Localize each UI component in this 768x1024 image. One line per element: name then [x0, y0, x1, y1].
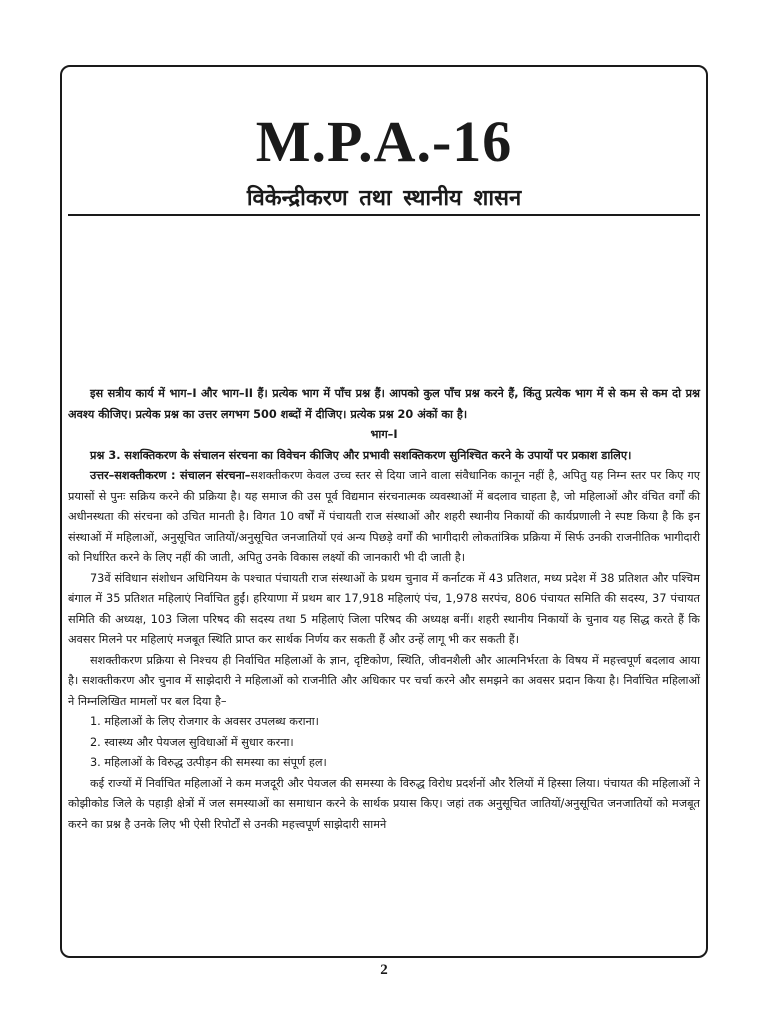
answer-paragraph-2: 73वें संविधान संशोधन अधिनियम के पश्चात पंचायती राज संस्थाओं के प्रथम चुनाव में कर्नाटक में 43 प्रतिशत, मध्य प्रदेश में 38 प्रतिशत और पश्चिम बंगाल में 35 प्रतिशत महिलाएं निर्वाचित हुईं। हरियाणा में प्रथम बार 17,918 महिलाएं पंच, 1,978 सरपंच, 806 पंचायत समिति की सदस्य, 37 पंचायत समिति की अध्यक्ष, 103 जिला परिषद की सदस्य तथा 5 महिलाएं जिला परिषद की अध्यक्ष बनीं। शहरी स्थानीय निकायों के चुनाव यह सिद्ध करते हैं कि अवसर मिलने पर महिलाएं मजबूत स्थिति प्राप्त कर सार्थक निर्णय कर सकती हैं और उन्हें लागू भी कर सकती हैं। — [68, 571, 700, 646]
list-item-3: 3. महिलाओं के विरुद्ध उत्पीड़न की समस्या का संपूर्ण हल। — [90, 756, 327, 769]
answer-paragraph-1 — [68, 466, 700, 569]
question-heading: प्रश्न 3. सशक्तिकरण के संचालन संरचना का विवेचन कीजिए और प्रभावी सशक्तिकरण सुनिश्चित करने के उपायों पर प्रकाश डालिए। — [90, 448, 632, 462]
page-number: 2 — [380, 962, 388, 978]
answer-paragraph-3: सशक्तीकरण प्रक्रिया से निश्चय ही निर्वाचित महिलाओं के ज्ञान, दृष्टिकोण, स्थिति, जीवनशैली और आत्मनिर्भरता के विषय में महत्त्वपूर्ण बदलाव आया है। सशक्तीकरण और चुनाव में साझेदारी ने महिलाओं को राजनीति और अधिकार पर चर्चा करने और समझने का अवसर प्रदान किया है। निर्वाचित महिलाओं ने निम्नलिखित मामलों पर बल दिया है– — [68, 653, 700, 708]
page-title: M.P.A.-16 — [255, 109, 513, 174]
instructions-paragraph: इस सत्रीय कार्य में भाग–I और भाग–II हैं। प्रत्येक भाग में पाँच प्रश्न हैं। आपको कुल पाँच प्रश्न करने हैं, किंतु प्रत्येक भाग में से कम से कम दो प्रश्न अवश्य कीजिए। प्रत्येक प्रश्न का उत्तर लगभग 500 शब्दों में दीजिए। प्रत्येक प्रश्न 20 अंकों का है। — [68, 387, 700, 421]
answer-paragraph-4: कई राज्यों में निर्वाचित महिलाओं ने कम मजदूरी और पेयजल की समस्या के विरुद्ध विरोध प्रदर्शनों और रैलियों में हिस्सा लिया। पंचायत की महिलाओं ने कोझीकोड जिले के पहाड़ी क्षेत्रों में जल समस्याओं का समाधान करने के सार्थक प्रयास किए। जहां तक अनुसूचित जातियों/अनुसूचित जनजातियों को मजबूत करने का प्रश्न है उनके लिए भी ऐसी रिपोर्टों से उनकी महत्त्वपूर्ण साझेदारी सामने — [68, 776, 700, 831]
answer-label: उत्तर–सशक्तीकरण : संचालन संरचना– — [90, 469, 251, 482]
title-divider — [68, 214, 700, 216]
part-heading: भाग–I — [370, 428, 398, 441]
list-item-1: 1. महिलाओं के लिए रोजगार के अवसर उपलब्ध कराना। — [90, 715, 319, 728]
page-subtitle: विकेन्द्रीकरण तथा स्थानीय शासन — [246, 186, 522, 211]
list-item-2: 2. स्वास्थ्य और पेयजल सुविधाओं में सुधार करना। — [90, 735, 294, 749]
answer-text-1: सशक्तीकरण केवल उच्च स्तर से दिया जाने वाला संवैधानिक कानून नहीं है, अपितु यह निम्न स्तर पर किए गए प्रयासों से पुनः सक्रिय करने की प्रक्रिया है। यह समाज की उस पूर्व विद्यमान संरचनात्मक व्यवस्थाओं में बदलाव चाहता है, जो महिलाओं और वंचित वर्गों की अधीनस्थता की संरचना को उचित मानती है। विगत 10 वर्षों में पंचायती राज संस्थाओं और शहरी स्थानीय निकायों की कार्यप्रणाली ने स्पष्ट किया है कि इन संस्थाओं में महिलाओं, अनुसूचित जातियों/अनुसूचित जनजातियों एवं अन्य पिछड़े वर्गों की भागीदारी लोकतांत्रिक प्रक्रिया में सिर्फ उनकी राजनीतिक भागीदारी को निर्धारित करने के लिए नहीं की जाती, अपितु उनके विकास लक्ष्यों की जानकारी भी दी जाती है। — [68, 469, 701, 564]
document-body — [68, 384, 700, 835]
